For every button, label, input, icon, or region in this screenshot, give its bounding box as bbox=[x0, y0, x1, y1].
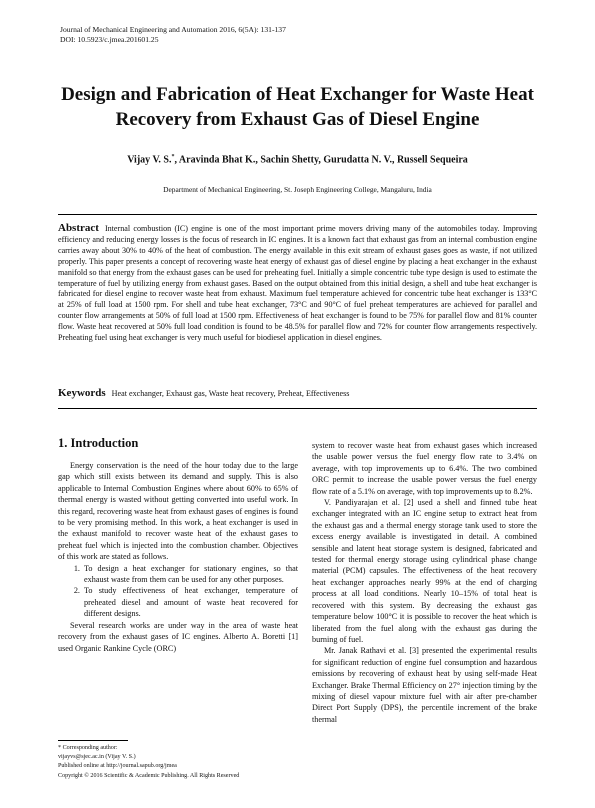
section-heading-introduction: 1. Introduction bbox=[58, 436, 139, 450]
abstract bbox=[58, 223, 537, 344]
footnote-copyright: Copyright © 2016 Scientific & Academic Publishing. All Rights Reserved bbox=[58, 772, 240, 779]
footnote-corresponding: * Corresponding author: bbox=[58, 745, 118, 751]
right-paragraph-1: V. Pandiyarajan et al. [2] used a shell and finned tube heat exchanger integrated with an IC engine setup to extract heat from the exhaust gas and a thermal energy storage tank used to store the excess energy available is investigated in detail. A combined sensible and latent heat storage system is designed, fabricated and tested for thermal energy storage using cylindrical phase change material (PCM) capsules. The effectiveness of the heat recovery heat exchanger approaches nearly 99% at the end of charging process at all load conditions. Nearly 10–15% of total heat is recovered with this system. By decreasing the exhaust gas temperature below 100°C it is possible to recover the heat which is liberated from the fuel along with the exhaust gas during the burning of fuel. bbox=[312, 498, 537, 644]
footnote-rule bbox=[58, 740, 128, 741]
footnote bbox=[58, 744, 298, 781]
keywords-heading: Keywords bbox=[58, 387, 106, 399]
corresponding-mark: * bbox=[171, 154, 175, 160]
footnote-published: Published online at http://journal.sapub.org/jmea bbox=[58, 763, 177, 770]
footnote-email: vijayvs@sjec.ac.in (Vijay V. S.) bbox=[58, 754, 136, 761]
paper-title bbox=[40, 82, 555, 132]
top-divider bbox=[58, 214, 537, 215]
keywords-text: Heat exchanger, Exhaust gas, Waste heat recovery, Preheat, Effectiveness bbox=[111, 389, 350, 398]
journal-citation: Journal of Mechanical Engineering and Automation 2016, 6(5A): 131-137 bbox=[60, 25, 286, 34]
other-authors: , Aravinda Bhat K., Sachin Shetty, Gurudatta N. V., Russell Sequeira bbox=[174, 154, 468, 166]
bottom-divider bbox=[58, 408, 537, 409]
right-column bbox=[312, 440, 537, 725]
title-line-1: Design and Fabrication of Heat Exchanger for Waste Heat bbox=[61, 84, 534, 105]
intro-paragraph-2: Several research works are under way in the area of waste heat recovery from the exhaust gases of IC engines. Alberto A. Boretti [1] used Organic Rankine Cycle (ORC) bbox=[58, 620, 298, 653]
right-paragraph-2: Mr. Janak Rathavi et al. [3] presented the experimental results for significant reduction of engine fuel consumption and hazardous emissions by recovering of exhaust heat by using self-made Heat Exchanger. Brake Thermal Efficiency on 27° injection timing by the mixing of diesel vapour mixture fuel with air after pre-chamber Direct Port Supply (DPS), the percentile increment of the brake thermal bbox=[312, 646, 537, 724]
right-paragraph-0: system to recover waste heat from exhaust gases which increased the usable power versus the fuel energy flow rate to 3.4% on average, with top improvements up to 6.4%. The two combined ORC permit to increase the usable power versus the fuel energy flow rate of a 5.1% on average, with top improvements up to 8.2%. bbox=[312, 441, 537, 496]
left-column bbox=[58, 460, 298, 654]
title-line-2: Recovery from Exhaust Gas of Diesel Engine bbox=[115, 109, 480, 130]
author-list bbox=[40, 154, 555, 165]
keywords bbox=[58, 387, 537, 399]
first-author: Vijay V. S. bbox=[127, 154, 172, 166]
journal-header bbox=[60, 25, 286, 45]
objectives-list bbox=[58, 563, 298, 620]
objective-item: 1. To design a heat exchanger for stationary engines, so that exhaust waste from them can be used for any other purposes. bbox=[82, 563, 298, 586]
intro-paragraph-1: Energy conservation is the need of the hour today due to the large gap which still exists between its demand and supply. This is also applicable to Internal Combustion Engines where about 60% to 65% of thermal energy is wasted without getting converted into useful work. In this regard, recovering waste heat from exhaust gases of engines is found to be very promising method. In this work, a heat exchanger is used in the exhaust manifold to recover waste heat of the exhaust gases to preheat fuel which is injected into the combustion chamber. Objectives of this work are stated as follows. bbox=[58, 461, 298, 562]
abstract-text: Internal combustion (IC) engine is one of the most important prime movers driving many of the automobiles today. Improving efficiency and reducing energy losses is the focus of research in IC engines. It is a known fact that exhaust gas from an internal combustion engine carries away about 30% to 40% of the heat of combustion. The energy available in this exit stream of exhaust gases goes as waste, if not utilized properly. This paper presents a concept of recovering waste heat energy of exhaust gas of diesel engine by placing a heat exchanger in the exhaust manifold so that energy from the exhaust gases can be used for preheating fuel. Initially a simple concentric tube type design is used to estimate the temperature of fuel by utilizing energy from exhaust gases. Based on the output obtained from this initial design, a shell and tube heat exchanger is fabricated for diesel engine to recover waste heat from exhaust. Maximum fuel temperature achieved for concentric tube heat exchanger is 133°C at 25% of full load at 1500 rpm. For shell and tube heat exchanger, 73°C and 90°C of fuel preheat temperatures are achieved for parallel and counter flow arrangements at 50% of full load at 1500 rpm. Effectiveness of heat exchanger is found to be 75% for parallel flow and 81% counter flow. Waste heat recovered at 50% full load condition is found to be 48.5% for parallel flow and 72% for counter flow arrangements respectively. Preheating fuel using heat exchanger is very much useful for biodiesel application in diesel engines. bbox=[58, 224, 537, 343]
journal-doi: DOI: 10.5923/c.jmea.201601.25 bbox=[60, 35, 159, 44]
objective-item: 2. To study effectiveness of heat exchanger, temperature of preheated diesel and amount of waste heat recovered for different designs. bbox=[82, 585, 298, 619]
abstract-heading: Abstract bbox=[58, 222, 99, 234]
affiliation: Department of Mechanical Engineering, St. Joseph Engineering College, Mangaluru, India bbox=[163, 185, 432, 194]
